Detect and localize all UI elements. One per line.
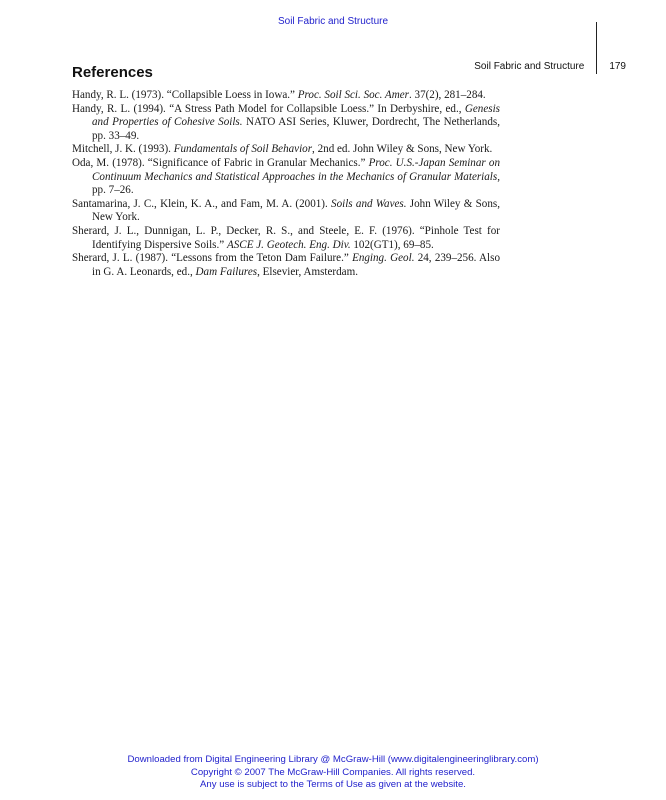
reference-text: . 37(2), 281–284. bbox=[408, 89, 486, 101]
reference-text: Handy, R. L. (1973). “Collapsible Loess in Iowa.” bbox=[72, 89, 298, 101]
references-list bbox=[72, 89, 500, 279]
reference-text: Sherard, J. L., Dunnigan, L. P., Decker, R. S., and Steele, E. F. (1976). “Pinhole Test for Identifying Dispersive Soils.” bbox=[72, 224, 500, 251]
reference-source: ASCE J. Geotech. Eng. Div. bbox=[226, 238, 351, 251]
reference-item bbox=[72, 252, 500, 279]
reference-source: Dam Failures bbox=[195, 265, 258, 278]
footer-terms-link[interactable]: Any use is subject to the Terms of Use as given at the website. bbox=[200, 779, 466, 790]
reference-text: Sherard, J. L. (1987). “Lessons from the Teton Dam Failure.” bbox=[72, 252, 353, 265]
reference-text: , 2nd ed. John Wiley & Sons, New York. bbox=[312, 143, 493, 156]
reference-text: Mitchell, J. K. (1993). bbox=[72, 143, 174, 156]
reference-item bbox=[72, 157, 500, 198]
reference-item bbox=[72, 143, 500, 157]
running-head-title: Soil Fabric and Structure bbox=[474, 60, 585, 72]
footer-copyright: Copyright © 2007 The McGraw-Hill Companies. All rights reserved. bbox=[190, 766, 476, 778]
reference-text: 102(GT1), 69–85. bbox=[350, 238, 434, 251]
reference-item bbox=[72, 198, 500, 225]
page-number: 179 bbox=[609, 60, 626, 72]
reference-item bbox=[72, 225, 500, 252]
reference-text: 24, 239–256. Also in G. A. Leonards, ed., bbox=[92, 252, 501, 278]
reference-text: Oda, M. (1978). “Significance of Fabric in Granular Mechanics.” bbox=[72, 156, 369, 169]
reference-text: , pp. 7–26. bbox=[92, 170, 500, 197]
reference-source: Enging. Geol. bbox=[352, 252, 415, 265]
reference-text: John Wiley & Sons, New York. bbox=[92, 197, 500, 224]
reference-text: Santamarina, J. C., Klein, K. A., and Fam, M. A. (2001). bbox=[72, 197, 332, 210]
reference-text: Handy, R. L. (1994). “A Stress Path Model for Collapsible Loess.” In Derbyshire, ed., bbox=[72, 102, 465, 115]
footer bbox=[0, 754, 666, 792]
reference-text: NATO ASI Series, Kluwer, Dordrecht, The Netherlands, pp. 33–49. bbox=[92, 116, 500, 142]
references-heading: References bbox=[72, 64, 153, 81]
reference-source: Soils and Waves. bbox=[331, 197, 407, 210]
reference-item bbox=[72, 89, 500, 103]
chapter-link[interactable]: Soil Fabric and Structure bbox=[277, 16, 389, 27]
reference-source: Fundamentals of Soil Behavior bbox=[173, 143, 313, 156]
reference-source: Genesis and Properties of Cohesive Soils. bbox=[92, 102, 500, 129]
reference-source: Proc. U.S.-Japan Seminar on Continuum Mechanics and Statistical Approaches in the Mechanics of Granular Materials bbox=[92, 156, 500, 183]
reference-item bbox=[72, 103, 500, 144]
running-head bbox=[474, 40, 626, 92]
reference-text: , Elsevier, Amsterdam. bbox=[257, 265, 358, 278]
running-head-divider bbox=[596, 22, 597, 74]
footer-download-link[interactable]: Downloaded from Digital Engineering Library @ McGraw-Hill (www.digitalengineeringlibrary.com) bbox=[127, 754, 539, 765]
reference-source: Proc. Soil Sci. Soc. Amer bbox=[297, 89, 409, 101]
